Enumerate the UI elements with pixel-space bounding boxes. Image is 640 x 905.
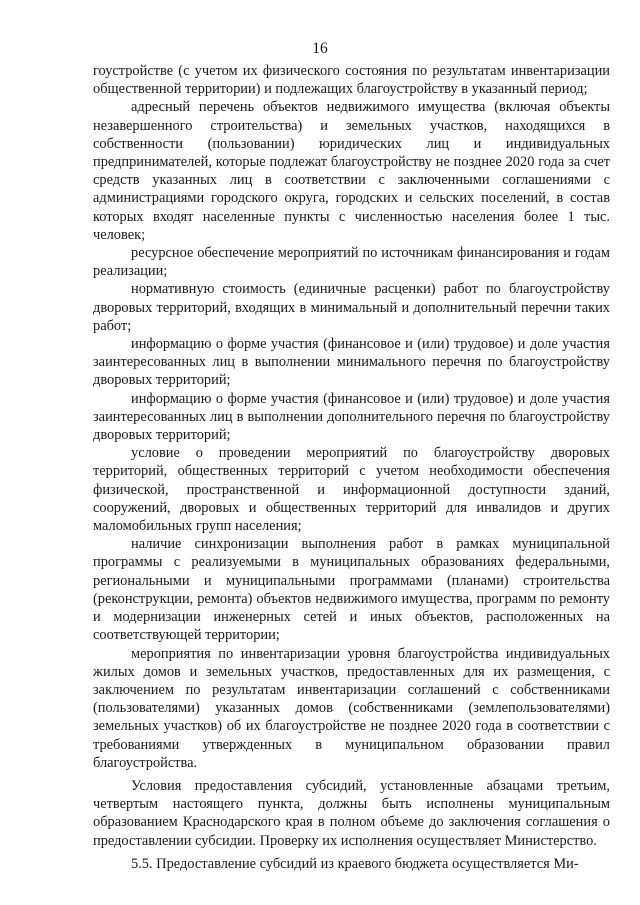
paragraph: информацию о форме участия (финансовое и (или) трудовое) и доле участия заинтересованных лиц в выполнении дополнительного перечня по благоустройству дворовых территорий;	[93, 390, 610, 444]
paragraph: ресурсное обеспечение мероприятий по источникам финансирования и годам реализации;	[93, 245, 610, 280]
paragraph: Условия предоставления субсидий, установленные абзацами третьим, четвертым настоящего пункта, должны быть исполнены муниципальным образованием Краснодарского края в полном объеме до заключения соглашения о предоставлении субсидии. Проверку их исполнения осуществляет Министерство.	[93, 777, 610, 849]
paragraph: условие о проведении мероприятий по благоустройству дворовых территорий, общественных территорий с учетом необходимости обеспечения физической, пространственной и информационной доступности зданий, сооружений, дворовых и общественных территорий для инвалидов и других маломобильных групп населения;	[93, 445, 610, 535]
paragraph: информацию о форме участия (финансовое и (или) трудовое) и доле участия заинтересованных лиц в выполнении минимального перечня по благоустройству дворовых территорий;	[93, 336, 610, 389]
page-number: 16	[312, 40, 328, 57]
paragraph: адресный перечень объектов недвижимого имущества (включая объекты незавершенного строительства) и земельных участков, находящихся в собственности (пользовании) юридических лиц и индивидуальных предпринимателей, которые подлежат благоустройству не позднее 2020 года за счет средств указанных лиц в соответствии с заключенными соглашениями с администрациями городского округа, городских и сельских поселений, в состав которых входят населенные пункты с численностью населения более 1 тыс. человек;	[93, 99, 610, 243]
paragraph: наличие синхронизации выполнения работ в рамках муниципальной программы с реализуемыми в муниципальных образованиях федеральными, региональными и муниципальными программами (планами) строительства (реконструкции, ремонта) объектов недвижимого имущества, программ по ремонту и модернизации инженерных сетей и иных объектов, расположенных на соответствующей территории;	[93, 536, 610, 644]
paragraph: нормативную стоимость (единичные расценки) работ по благоустройству дворовых территорий, входящих в минимальный и дополнительный перечни таких работ;	[93, 281, 610, 334]
paragraph: гоустройстве (с учетом их физического состояния по результатам инвентаризации общественной территории) и подлежащих благоустройству в указанный период;	[93, 63, 610, 98]
paragraph: мероприятия по инвентаризации уровня благоустройства индивидуальных жилых домов и земельных участков, предоставленных для их размещения, с заключением по результатам инвентаризации соглашений с собственниками (пользователями) указанных домов (собственниками (землепользователями) земельных участков) об их благоустройстве не позднее 2020 года в соответствии с требованиями утвержденных в муниципальном образовании правил благоустройства.	[93, 645, 610, 771]
document-body	[93, 62, 610, 873]
paragraph: 5.5. Предоставление субсидий из краевого бюджета осуществляется Ми-	[131, 855, 579, 872]
